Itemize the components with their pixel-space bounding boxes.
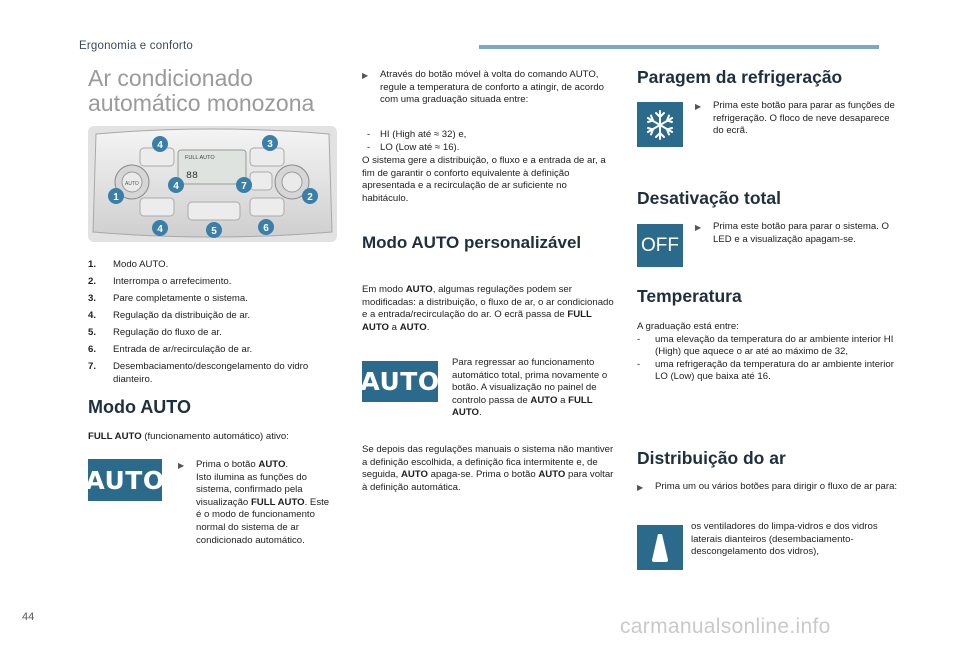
legend-item: 2. Interrompa o arrefecimento. [88, 276, 232, 287]
modo-auto-heading: Modo AUTO [88, 397, 191, 417]
manual-settings-paragraph: Se depois das regulações manuais o sistema não mantiver a definição escolhida, a definição fica intermitente e, de seguida, AUTO apaga-se. Prima o botão AUTO para voltar à definição automática. [362, 444, 614, 493]
modo-auto-intro: FULL AUTO (funcionamento automático) ativo: [88, 431, 289, 442]
off-button-icon: OFF [637, 224, 683, 267]
svg-text:6: 6 [263, 223, 269, 234]
svg-text:4: 4 [157, 140, 163, 151]
bullet-icon: ▶ [695, 223, 702, 232]
auto-button-icon: AUTO [88, 459, 162, 501]
snowflake-icon [637, 102, 683, 147]
watermark: carmanualsonline.info [620, 615, 831, 638]
panel-screen-text: FULL AUTO [185, 155, 215, 161]
distribuicao-bullet: ▶ Prima um ou vários botões para dirigir o fluxo de ar para: [637, 481, 899, 495]
page-title-line1: Ar condicionado [88, 65, 253, 91]
temperatura-heading: Temperatura [637, 286, 742, 306]
svg-text:4: 4 [157, 224, 163, 235]
bullet-icon: ▶ [695, 102, 702, 111]
personalizavel-paragraph: Em modo AUTO, algumas regulações podem ser modificadas: a distribuição, o fluxo de ar, o ar condicionado e a entrada/recirculação do ar. O ecrã passa de FULL AUTO a AUTO. [362, 284, 614, 333]
system-description: O sistema gere a distribuição, o fluxo e a entrada de ar, a fim de garantir o conforto equivalente à definição apresentada e a recirculação de ar suficiente no habitáculo. [362, 155, 606, 204]
svg-text:7: 7 [241, 181, 247, 192]
paragem-heading: Paragem da refrigeração [637, 67, 843, 87]
svg-text:3: 3 [267, 139, 273, 150]
temp-range-list: - HI (High até ≈ 32) e, - LO (Low até ≈ 16). [367, 129, 467, 153]
legend-item: 7. Desembaciamento/descongelamento do vidro dianteiro. [88, 361, 309, 385]
modo-auto-personalizavel-heading: Modo AUTO personalizável [362, 233, 582, 252]
page-title-line2: automático monozona [88, 90, 315, 116]
header-bar [479, 45, 879, 49]
page-number: 44 [22, 611, 35, 623]
desativacao-heading: Desativação total [637, 188, 781, 208]
control-panel-image [88, 126, 337, 242]
legend-item: 1. Modo AUTO. [88, 259, 169, 270]
paragem-bullet: ▶ Prima este botão para parar as funções de refrigeração. O floco de neve desaparece do ecrã. [695, 100, 895, 137]
temp-adjust-bullet: ▶ Através do botão móvel à volta do comando AUTO, regule a temperatura de conforto a atingir, de acordo com uma graduação situada entre: [362, 69, 604, 106]
svg-text:5: 5 [211, 226, 217, 237]
svg-text:4: 4 [173, 181, 179, 192]
panel-legend [88, 256, 328, 386]
control-panel-illustration [88, 126, 337, 242]
section-title: Ergonomia e conforto [79, 40, 193, 52]
modo-auto-bullet: ▶ Prima o botão AUTO. Isto ilumina as funções do sistema, confirmado pela visualização FULL AUTO. Este é o modo de funcionamento normal do sistema de ar condicionado automático. [178, 459, 330, 546]
svg-text:88: 88 [186, 171, 199, 182]
legend-item: 5. Regulação do fluxo de ar. [88, 327, 222, 338]
bullet-icon: ▶ [362, 71, 369, 80]
legend-item: 6. Entrada de ar/recirculação de ar. [88, 344, 253, 355]
return-auto-paragraph: Para regressar ao funcionamento automático total, prima novamente o botão. A visualização no painel de controlo passa de AUTO a FULL AUTO. [452, 357, 608, 419]
legend-item: 4. Regulação da distribuição de ar. [88, 310, 251, 321]
svg-text:2: 2 [307, 192, 313, 203]
windscreen-demist-icon [637, 525, 683, 570]
distribuicao-text: os ventiladores do limpa-vidros e dos vidros laterais dianteiros (desembaciamento- descongelamento dos vidros), [691, 521, 878, 558]
bullet-icon: ▶ [637, 483, 644, 492]
desativacao-bullet: ▶ Prima este botão para parar o sistema. O LED e a visualização apagam-se. [695, 221, 889, 245]
page-title [88, 66, 338, 116]
auto-button-icon: AUTO [362, 361, 438, 402]
svg-text:1: 1 [113, 192, 119, 203]
legend-item: 3. Pare completamente o sistema. [88, 293, 248, 304]
temperatura-text: A graduação está entre: - uma elevação da temperatura do ar ambiente interior HI (High) que aquece o ar até ao máximo de 32, - uma refrigeração da temperatura do ar ambiente interior LO (Low) que baixa até 16. [637, 321, 894, 383]
svg-text:AUTO: AUTO [125, 181, 139, 187]
bullet-icon: ▶ [178, 461, 185, 470]
distribuicao-heading: Distribuição do ar [637, 448, 786, 468]
